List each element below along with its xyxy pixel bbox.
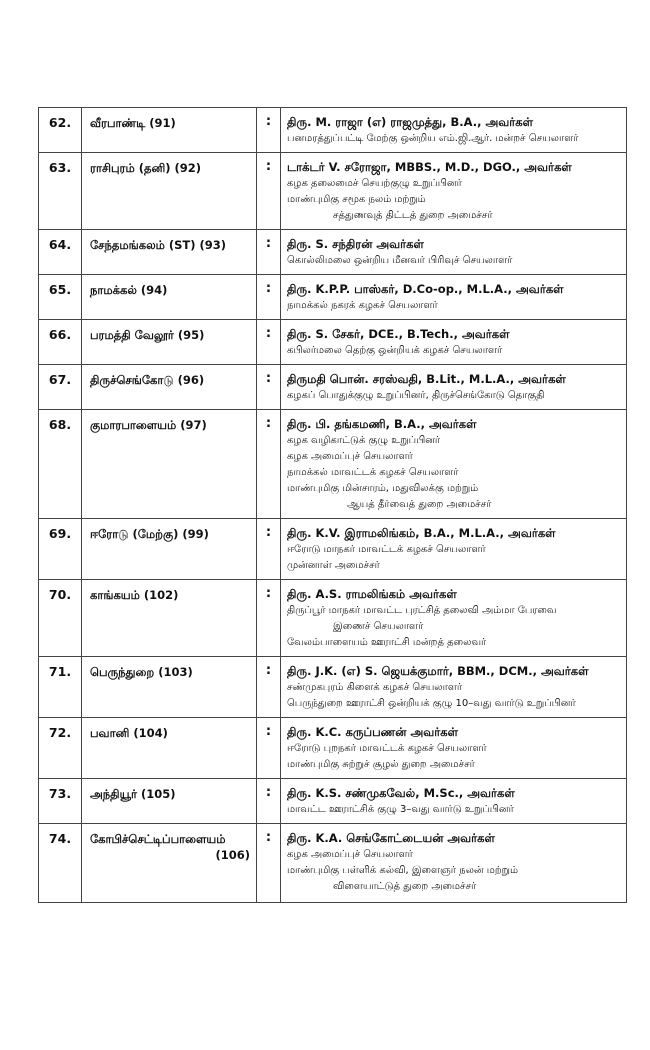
constituency-cell [82, 230, 257, 275]
table-row [39, 580, 627, 657]
serial-number: 70. [39, 580, 82, 657]
candidate-name: திரு. K.S. சண்முகவேல், M.Sc., அவர்கள் [287, 786, 515, 800]
table-row [39, 410, 627, 519]
candidate-role: கழக அமைப்புச் செயலாளர் [287, 849, 413, 860]
candidate-role: வேலம்பாளையம் ஊராட்சி மன்றத் தலைவர் [287, 637, 487, 648]
separator-colon: : [257, 779, 281, 824]
table-row [39, 153, 627, 230]
candidate-name: திரு. K.P.P. பாஸ்கர், D.Co-op., M.L.A., அவர்கள் [287, 282, 564, 296]
separator-colon: : [257, 824, 281, 903]
candidate-role: பனமரத்துப்பட்டி மேற்கு ஒன்றிய எம்.ஜி.ஆர். மன்றச் செயலாளர் [287, 133, 579, 144]
candidate-role: ஈரோடு மாநகர் மாவட்டக் கழகச் செயலாளர் [287, 544, 486, 555]
candidate-details [281, 153, 627, 230]
serial-number: 71. [39, 657, 82, 718]
candidate-details [281, 365, 627, 410]
constituency-cell [82, 320, 257, 365]
table-row [39, 275, 627, 320]
constituency-name: அந்தியூர் (105) [90, 787, 176, 801]
candidate-details [281, 275, 627, 320]
constituency-cell [82, 410, 257, 519]
constituency-cell [82, 657, 257, 718]
constituency-code: (106) [215, 848, 250, 862]
candidate-role: சத்துணவுத் திட்டத் துறை அமைச்சர் [333, 210, 493, 221]
table-row [39, 320, 627, 365]
serial-number: 65. [39, 275, 82, 320]
separator-colon: : [257, 320, 281, 365]
candidate-details [281, 230, 627, 275]
serial-number: 68. [39, 410, 82, 519]
constituency-cell [82, 519, 257, 580]
separator-colon: : [257, 580, 281, 657]
constituency-cell [82, 108, 257, 153]
constituency-cell [82, 779, 257, 824]
candidate-role: இணைச் செயலாளர் [333, 621, 424, 632]
table-row [39, 230, 627, 275]
separator-colon: : [257, 519, 281, 580]
candidate-details [281, 718, 627, 779]
constituency-cell [82, 153, 257, 230]
candidate-name: திருமதி பொன். சரஸ்வதி, B.Lit., M.L.A., அவர்கள் [287, 372, 566, 386]
candidate-role: ஈரோடு புறநகர் மாவட்டக் கழகச் செயலாளர் [287, 743, 487, 754]
candidate-details [281, 580, 627, 657]
candidate-details [281, 108, 627, 153]
serial-number: 74. [39, 824, 82, 903]
candidate-details [281, 519, 627, 580]
constituency-name: கோபிச்செட்டிப்பாளையம் [90, 832, 226, 846]
constituency-cell [82, 580, 257, 657]
candidate-role: கழக வழிகாட்டுக் குழு உறுப்பினர் [287, 435, 441, 446]
constituency-name: சேந்தமங்கலம் (ST) (93) [90, 238, 227, 252]
separator-colon: : [257, 718, 281, 779]
candidate-name: திரு. K.V. இராமலிங்கம், B.A., M.L.A., அவர்கள் [287, 526, 556, 540]
candidate-name: திரு. பி. தங்கமணி, B.A., அவர்கள் [287, 417, 477, 431]
constituency-name: திருச்செங்கோடு (96) [90, 373, 205, 387]
constituency-name: காங்கயம் (102) [90, 588, 179, 602]
candidate-role: மாண்புமிகு பள்ளிக் கல்வி, இளைஞர் நலன் மற்றும் [287, 865, 519, 876]
candidate-details [281, 410, 627, 519]
serial-number: 64. [39, 230, 82, 275]
candidate-role: மாவட்ட ஊராட்சிக் குழு 3–வது வார்டு உறுப்பினர் [287, 804, 514, 815]
serial-number: 66. [39, 320, 82, 365]
separator-colon: : [257, 108, 281, 153]
separator-colon: : [257, 153, 281, 230]
constituency-name: பரமத்தி வேலூர் (95) [90, 328, 205, 342]
separator-colon: : [257, 657, 281, 718]
candidate-role: மாண்புமிகு சுற்றுச் சூழல் துறை அமைச்சர் [287, 759, 475, 770]
candidate-role: மாண்புமிகு சமூக நலம் மற்றும் [287, 194, 426, 205]
candidate-details [281, 320, 627, 365]
constituency-name: பெருந்துறை (103) [90, 665, 193, 679]
constituency-cell [82, 824, 257, 903]
constituency-cell [82, 275, 257, 320]
candidate-role: திருப்பூர் மாநகர் மாவட்ட புரட்சித் தலைவி அம்மா பேரவை [287, 605, 557, 616]
table-row [39, 718, 627, 779]
serial-number: 73. [39, 779, 82, 824]
constituency-name: குமாரபாளையம் (97) [90, 418, 207, 432]
candidate-role: நாமக்கல் மாவட்டக் கழகச் செயலாளர் [287, 467, 459, 478]
candidate-role: கொல்லிமலை ஒன்றிய மீனவர் பிரிவுச் செயலாளர் [287, 255, 513, 266]
candidate-details [281, 779, 627, 824]
candidate-name: திரு. S. சந்திரன் அவர்கள் [287, 237, 424, 251]
candidate-name: திரு. M. ராஜா (எ) ராஜமுத்து, B.A., அவர்கள் [287, 115, 533, 129]
candidate-role: கழக அமைப்புச் செயலாளர் [287, 451, 413, 462]
candidate-name: டாக்டர் V. சரோஜா, MBBS., M.D., DGO., அவர்கள் [287, 160, 572, 174]
candidate-role: சண்முகபுரம் கிளைக் கழகச் செயலாளர் [287, 682, 463, 693]
candidate-table [38, 107, 627, 903]
candidate-details [281, 824, 627, 903]
separator-colon: : [257, 230, 281, 275]
candidate-role: முன்னாள் அமைச்சர் [287, 560, 380, 571]
table-row [39, 519, 627, 580]
candidate-name: திரு. K.C. கருப்பணன் அவர்கள் [287, 725, 458, 739]
table-row [39, 108, 627, 153]
separator-colon: : [257, 275, 281, 320]
serial-number: 67. [39, 365, 82, 410]
serial-number: 72. [39, 718, 82, 779]
table-row [39, 824, 627, 903]
candidate-role: நாமக்கல் நகரக் கழகச் செயலாளர் [287, 300, 438, 311]
constituency-name: ராசிபுரம் (தனி) (92) [90, 161, 201, 175]
constituency-name: ஈரோடு (மேற்கு) (99) [90, 527, 209, 541]
candidate-role: மாண்புமிகு மின்சாரம், மதுவிலக்கு மற்றும் [287, 483, 479, 494]
candidate-role: கழகப் பொதுக்குழு உறுப்பினர், திருச்செங்கோடு தொகுதி [287, 390, 545, 401]
separator-colon: : [257, 410, 281, 519]
candidate-name: திரு. J.K. (எ) S. ஜெயக்குமார், BBM., DCM., அவர்கள் [287, 664, 589, 678]
candidate-name: திரு. S. சேகர், DCE., B.Tech., அவர்கள் [287, 327, 510, 341]
candidate-role: பெருந்துறை ஊராட்சி ஒன்றியக் குழு 10–வது வார்டு உறுப்பினர் [287, 698, 576, 709]
candidate-role: ஆயத் தீர்வைத் துறை அமைச்சர் [347, 499, 492, 510]
table-row [39, 779, 627, 824]
candidate-role: விளையாட்டுத் துறை அமைச்சர் [333, 881, 477, 892]
candidate-role: கழக தலைமைச் செயற்குழு உறுப்பினர் [287, 178, 462, 189]
candidate-name: திரு. K.A. செங்கோட்டையன் அவர்கள் [287, 831, 495, 845]
serial-number: 69. [39, 519, 82, 580]
table-row [39, 365, 627, 410]
constituency-cell [82, 365, 257, 410]
constituency-name: பவானி (104) [90, 726, 168, 740]
serial-number: 62. [39, 108, 82, 153]
candidate-details [281, 657, 627, 718]
separator-colon: : [257, 365, 281, 410]
constituency-cell [82, 718, 257, 779]
table-row [39, 657, 627, 718]
serial-number: 63. [39, 153, 82, 230]
constituency-name: நாமக்கல் (94) [90, 283, 168, 297]
candidate-name: திரு. A.S. ராமலிங்கம் அவர்கள் [287, 587, 457, 601]
candidate-role: கபிலர்மலை தெற்கு ஒன்றியக் கழகச் செயலாளர் [287, 345, 503, 356]
constituency-name: வீரபாண்டி (91) [90, 116, 176, 130]
